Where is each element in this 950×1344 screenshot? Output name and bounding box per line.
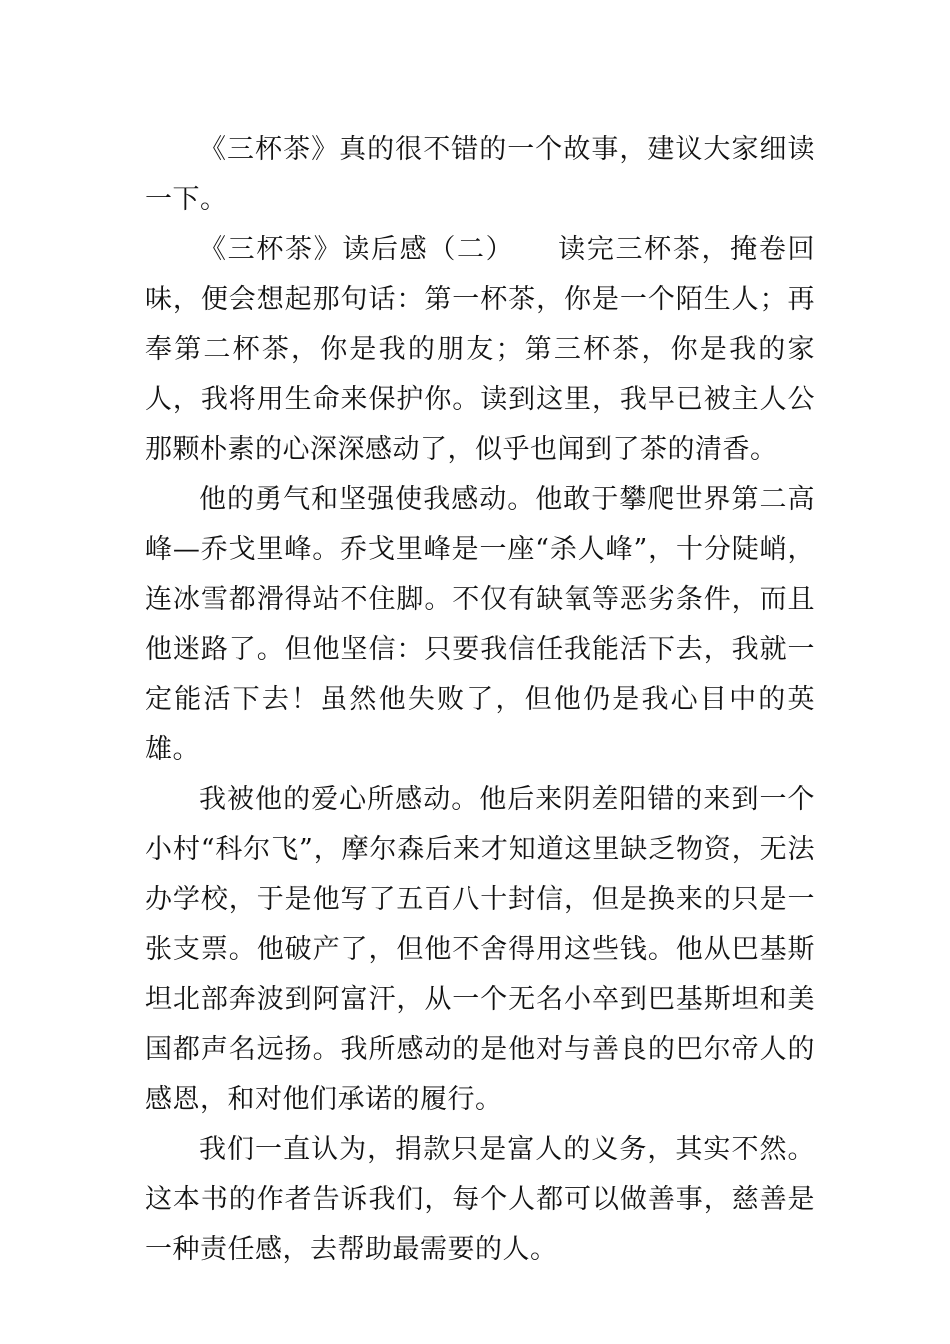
paragraph-2: 《三杯茶》读后感（二） 读完三杯茶，掩卷回味，便会想起那句话：第一杯茶，你是一个陌生人；再奉第二杯茶，你是我的朋友；第三杯茶，你是我的家人，我将用生命来保护你。读到这里，我早已被主人公那颗朴素的心深深感动了，似乎也闻到了茶的清香。 bbox=[145, 234, 815, 465]
paragraph-5: 我们一直认为，捐款只是富人的义务，其实不然。这本书的作者告诉我们，每个人都可以做善事，慈善是一种责任感，去帮助最需要的人。 bbox=[145, 1134, 815, 1265]
paragraph-3: 他的勇气和坚强使我感动。他敢于攀爬世界第二高峰—乔戈里峰。乔戈里峰是一座“杀人峰”，十分陡峭，连冰雪都滑得站不住脚。不仅有缺氧等恶劣条件，而且他迷路了。但他坚信：只要我信任我能活下去，我就一定能活下去！虽然他失败了，但他仍是我心目中的英雄。 bbox=[145, 484, 815, 765]
paragraph-4: 我被他的爱心所感动。他后来阴差阳错的来到一个小村“科尔飞”，摩尔森后来才知道这里缺乏物资，无法办学校，于是他写了五百八十封信，但是换来的只是一张支票。他破产了，但他不舍得用这些钱。他从巴基斯坦北部奔波到阿富汗，从一个无名小卒到巴基斯坦和美国都声名远扬。我所感动的是他对与善良的巴尔帝人的感恩，和对他们承诺的履行。 bbox=[145, 784, 815, 1115]
document-body bbox=[145, 125, 815, 1275]
paragraph-1: 《三杯茶》真的很不错的一个故事，建议大家细读一下。 bbox=[145, 134, 815, 215]
